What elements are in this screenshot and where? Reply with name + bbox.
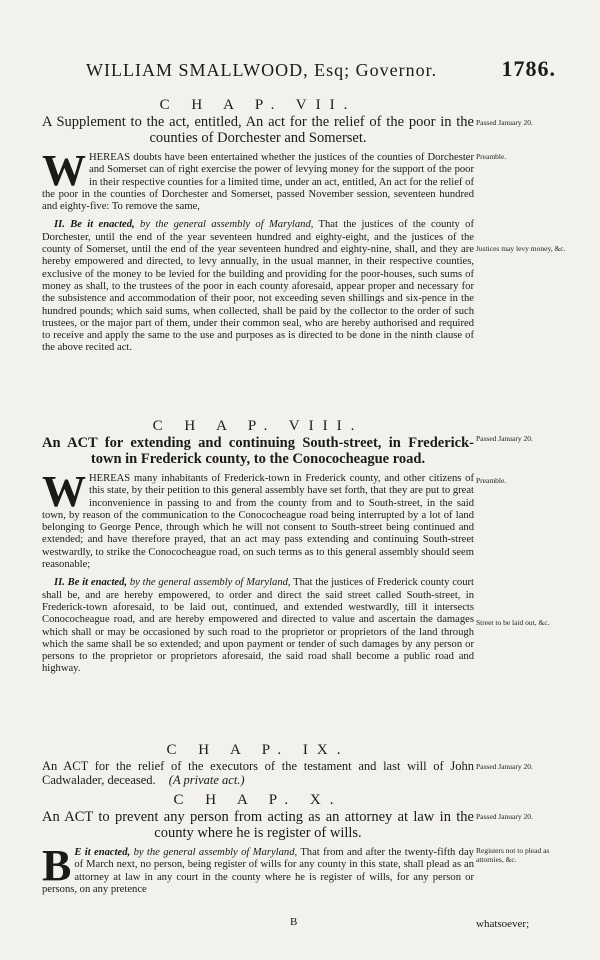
chap7-margin-sec2: Justices may levy money, &c. — [476, 244, 566, 253]
chap10-section — [42, 792, 474, 896]
chap9-private-note: (A private act.) — [168, 773, 245, 787]
chap8-margin-sec2: Street to be laid out, &c. — [476, 618, 550, 627]
chap10-dropcap: B — [42, 841, 72, 890]
chap8-margin-preamble: Preamble. — [476, 476, 507, 485]
chap8-preamble: WHEREAS many inhabitants of Frederick-town in Frederick county, and other citizens of this state, by their petition to this general assembly have set forth, that they are put to great inconvenience in passing to and from the county from and to South-street, in the said town, by reason of the communication to the Conococheague road being interrupted by a lot of land belonging to George Pence, through which he will not consent to South-street being continued and extended; and have therefore prayed, that an act may pass extending and continuing South-street westwardly, to strike the Conococheague road, on such terms as to this general assembly should seem reasonable; — [42, 467, 474, 571]
chap7-section — [42, 97, 474, 355]
chap9-title: An ACT for the relief of the executors of the testament and last will of John Cadwalader, deceased. (A private act.) — [42, 759, 474, 787]
chap10-margin-passed: Passed January 20. — [476, 812, 533, 821]
chap10-section1: B E it enacted, by the general assembly of Maryland, That from and after the twenty-fifth day of March next, no person, being register of wills for any county in this state, shall plead as an attorney at law in any court in the county where he is register of wills, for any person or persons, on any pretence — [42, 841, 474, 895]
chap10-title: An ACT to prevent any person from acting as an attorney at law in the county where he is register of wills. — [42, 809, 474, 841]
chap10-margin-sec1: Registers not to plead as attornies, &c. — [476, 846, 550, 864]
chap7-heading: C H A P. VII. — [159, 97, 357, 113]
running-head — [86, 56, 556, 81]
signature-mark: B — [290, 916, 298, 928]
catchword: whatsoever; — [476, 918, 530, 930]
chap9-heading: C H A P. IX. — [166, 742, 350, 758]
chap7-margin-passed: Passed January 20. — [476, 118, 533, 127]
page-header-year: 1786. — [501, 56, 556, 81]
chap9-margin-passed: Passed January 20. — [476, 762, 533, 771]
chap8-dropcap: W — [42, 467, 86, 516]
chap10-heading: C H A P. X. — [173, 792, 343, 808]
chap7-title: A Supplement to the act, entitled, An act for the relief of the poor in the counties of Dorchester and Somerset. — [42, 114, 474, 146]
chap8-section2: II. Be it enacted, by the general assembly of Maryland, That the justices of Frederick county court shall be, and are hereby empowered, to order and direct the said street called South-street, in Frederick-town aforesaid, to be laid out, continued, and extended westwardly, till it intersects Conococheague road, and are hereby empowered and directed to value and ascertain the damages which shall or may be occasioned by such road to the proprietor or proprietors of the land through which the same shall be so extended; and upon payment or tender of such damages by any person or persons to the proprietor or proprietors aforesaid, the said road shall become a public road and highway. — [42, 577, 474, 675]
chap9-section — [42, 742, 474, 787]
chap8-margin-passed: Passed January 20. — [476, 434, 533, 443]
chap7-dropcap: W — [42, 146, 86, 195]
chap8-title: An ACT for extending and continuing South-street, in Frederick-town in Frederick county, to the Conococheague road. — [42, 435, 474, 467]
chap7-preamble: WHEREAS doubts have been entertained whether the justices of the counties of Dorchester and Somerset can of right exercise the power of levying money for the support of the poor in their respective counties for a limited time, under an act, entitled, An act for the relief of the poor in the counties of Dorchester and Somerset, passed November session, seventeen hundred and eighty-five: To remove the same, — [42, 146, 474, 213]
chap7-section2: II. Be it enacted, by the general assembly of Maryland, That the justices of the county of Dorchester, until the end of the year seventeen hundred and eighty-eight, and the justices of the county of Somerset, until the end of the year seventeen hundred and eighty-nine, shall, and they are hereby empowered and directed, to levy annually, in the usual manner, in their respective counties, exclusive of the money to be levied for the building and providing for the poor-houses, such sums of money as shall, to the trustees of the poor in each county aforesaid, appear proper and necessary for the subsistence and accommodation of their poor, not exceeding seven shillings and six-pence in the hundred pounds; which said sums, when collected, shall be paid by the collector to the order of such trustees, or the major part of them, under their common seal, who are hereby authorised and required to receive and apply the same to the use and purposes as is directed to be done in the ninth clause of the above recited act. — [42, 219, 474, 354]
chap7-margin-preamble: Preamble. — [476, 152, 507, 161]
page-header-title: WILLIAM SMALLWOOD, Esq; Governor. — [86, 60, 438, 80]
chap8-heading: C H A P. VIII. — [152, 418, 364, 434]
chap8-section — [42, 418, 474, 676]
